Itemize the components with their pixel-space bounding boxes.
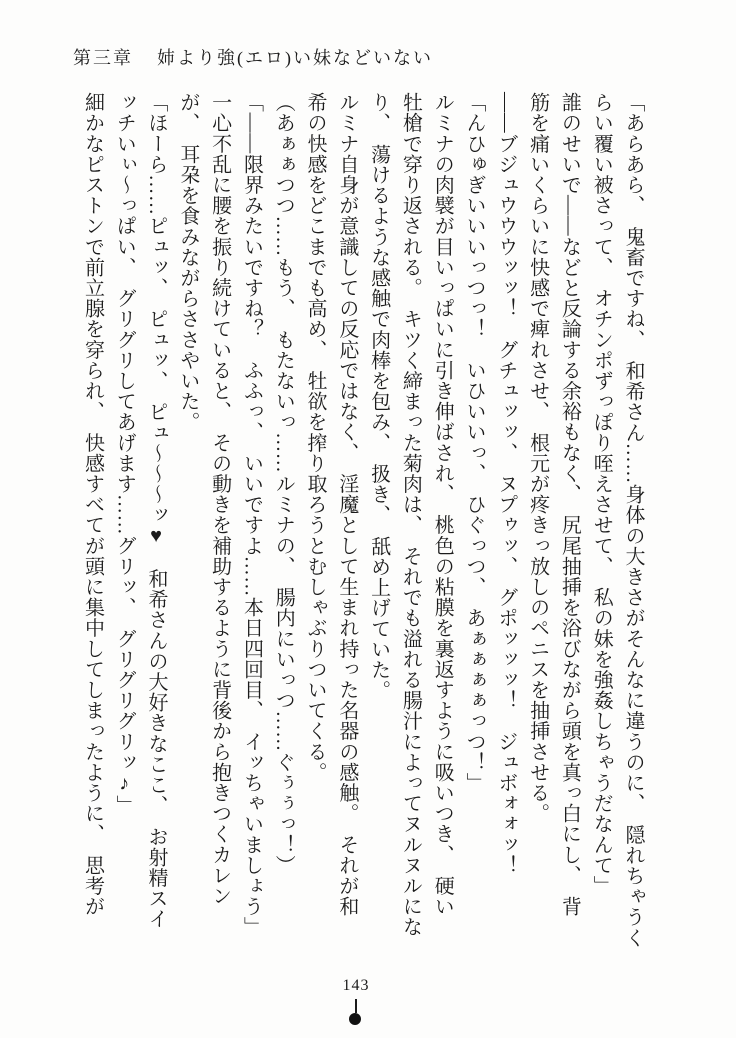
text-columns bbox=[76, 92, 648, 980]
text-column: ルミナの肉襞が目いっぱいに引き伸ばされ、 桃色の粘膜を裏返すように吸いつき、 硬い bbox=[431, 92, 454, 917]
text-column: （あぁぁつつ……もう、 もたないっ……ルミナの、 腸内にいっつ……ぐぅぅっ！） bbox=[272, 92, 295, 876]
text-column: 一心不乱に腰を振り続けていると、 その動きを補助するように背後から抱きつくカレン bbox=[208, 92, 231, 906]
chapter-title: 姉より強(エロ)い妹などいない bbox=[157, 48, 433, 68]
text-column: 「ほーら……ピュッ、 ピュッ、 ピュ～～～ッ♥ 和希さんの大好きなここ、 お射精スイ bbox=[145, 92, 168, 930]
text-column: らい覆い被さって、 オチンポずっぽり咥えさせて、 私の妹を強姦しちゃうだなんて」 bbox=[590, 92, 613, 896]
page-number: 143 bbox=[342, 977, 370, 994]
text-column: ッチいぃ～っぱい、 グリグリしてあげます……グリッ、 グリグリグリッ♪」 bbox=[113, 92, 136, 816]
text-column: 細かなピストンで前立腺を穿られ、 快感すべてが頭に集中してしまったように、 思考が bbox=[81, 92, 104, 917]
text-column: 牡槍で穿り返される。 キツく締まった菊肉は、 それでも溢れる腸汁によってヌルヌルにな bbox=[399, 92, 422, 938]
running-head bbox=[73, 44, 433, 70]
text-column: 希の快感をどこまでも高め、 牡欲を搾り取ろうとむしゃぶりついてくる。 bbox=[304, 92, 327, 783]
text-column: 「あらあら、 鬼畜ですね、 和希さん……身体の大きさがそんなに違うのに、 隠れちゃうく bbox=[622, 92, 644, 948]
text-column: が、 耳朶を食みながらささやいた。 bbox=[176, 92, 199, 433]
text-column: り、 蕩けるような感触で肉棒を包み、 扱き、 舐め上げていた。 bbox=[367, 92, 390, 701]
section-mark-dot-icon bbox=[349, 1013, 361, 1025]
chapter-label: 第三章 bbox=[73, 48, 133, 68]
text-column: 「んひゅぎいいいっつっ！ いひいいっ、 ひぐっつ、 あぁぁぁぁっつ！」 bbox=[463, 92, 486, 793]
section-mark-line-icon bbox=[355, 999, 357, 1013]
text-column: 筋を痛いくらいに快感で痺れさせ、 根元が疼きっ放しのペニスを抽挿させる。 bbox=[526, 92, 549, 824]
text-column: 誰のせいで――などと反論する余裕もなく、 尻尾抽挿を浴びながら頭を真っ白にし、 背 bbox=[558, 92, 581, 917]
text-column: ルミナ自身が意識しての反応ではなく、 淫魔として生まれ持った名器の感触。 それが和 bbox=[335, 92, 358, 917]
text-column: ――ブジュウウウッッ！ グチュッッ、 ヌプゥッ、 グポッッッ！ ジュボォォッ！ bbox=[494, 92, 517, 876]
text-column: 「――限界みたいですね？ ふふっ、 いいですよ……本日四回目、 イッちゃいましょう」 bbox=[240, 92, 263, 938]
